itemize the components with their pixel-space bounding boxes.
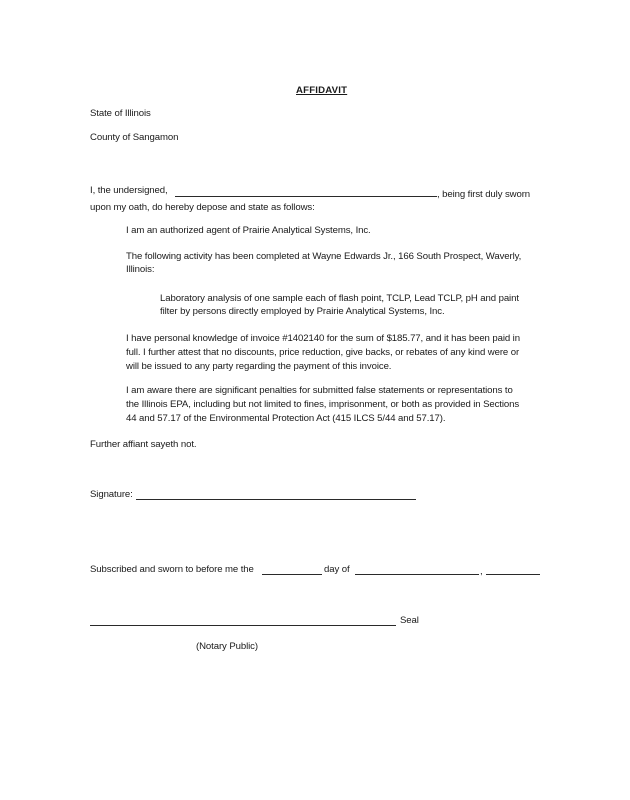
seal-label: Seal <box>400 615 419 626</box>
state-line: State of Illinois <box>90 108 151 119</box>
signature-label: Signature: <box>90 489 133 500</box>
knowledge-line-3: will be issued to any party regarding the payment of this invoice. <box>126 361 392 372</box>
activity-line-1: The following activity has been completed at Wayne Edwards Jr., 166 South Prospect, Waverly, <box>126 251 522 262</box>
intro-sworn: , being first duly sworn <box>437 189 531 200</box>
penalty-line-1: I am aware there are significant penalties for submitted false statements or representations to <box>126 385 513 396</box>
activity-line-2: Illinois: <box>126 264 155 275</box>
month-blank-line <box>355 574 479 575</box>
year-blank-line <box>486 574 540 575</box>
document-title: AFFIDAVIT <box>296 85 348 96</box>
affiant-name-line <box>175 196 437 197</box>
notary-public-label: (Notary Public) <box>196 641 258 652</box>
date-comma: , <box>480 566 483 577</box>
day-blank-line <box>262 574 322 575</box>
agent-statement: I am an authorized agent of Prairie Analytical Systems, Inc. <box>126 225 371 236</box>
analysis-line-1: Laboratory analysis of one sample each of flash point, TCLP, Lead TCLP, pH and paint <box>160 293 519 304</box>
penalty-line-3: 44 and 57.17 of the Environmental Protection Act (415 ILCS 5/44 and 57.17). <box>126 413 446 424</box>
penalty-line-2: the Illinois EPA, including but not limited to fines, imprisonment, or both as provided in Sections <box>126 399 520 410</box>
knowledge-line-2: full. I further attest that no discounts, price reduction, give backs, or rebates of any kind were or <box>126 347 520 358</box>
signature-line <box>136 499 416 500</box>
analysis-line-2: filter by persons directly employed by Prairie Analytical Systems, Inc. <box>160 306 445 317</box>
day-of-text: day of <box>324 564 350 575</box>
notary-signature-line <box>90 625 396 626</box>
knowledge-line-1: I have personal knowledge of invoice #1402140 for the sum of $185.77, and it has been paid in <box>126 333 520 344</box>
subscribed-text: Subscribed and sworn to before me the <box>90 564 254 575</box>
intro-undersigned: I, the undersigned, <box>90 185 168 196</box>
closing-statement: Further affiant sayeth not. <box>90 439 197 450</box>
county-line: County of Sangamon <box>90 132 179 143</box>
intro-depose: upon my oath, do hereby depose and state as follows: <box>90 202 315 213</box>
